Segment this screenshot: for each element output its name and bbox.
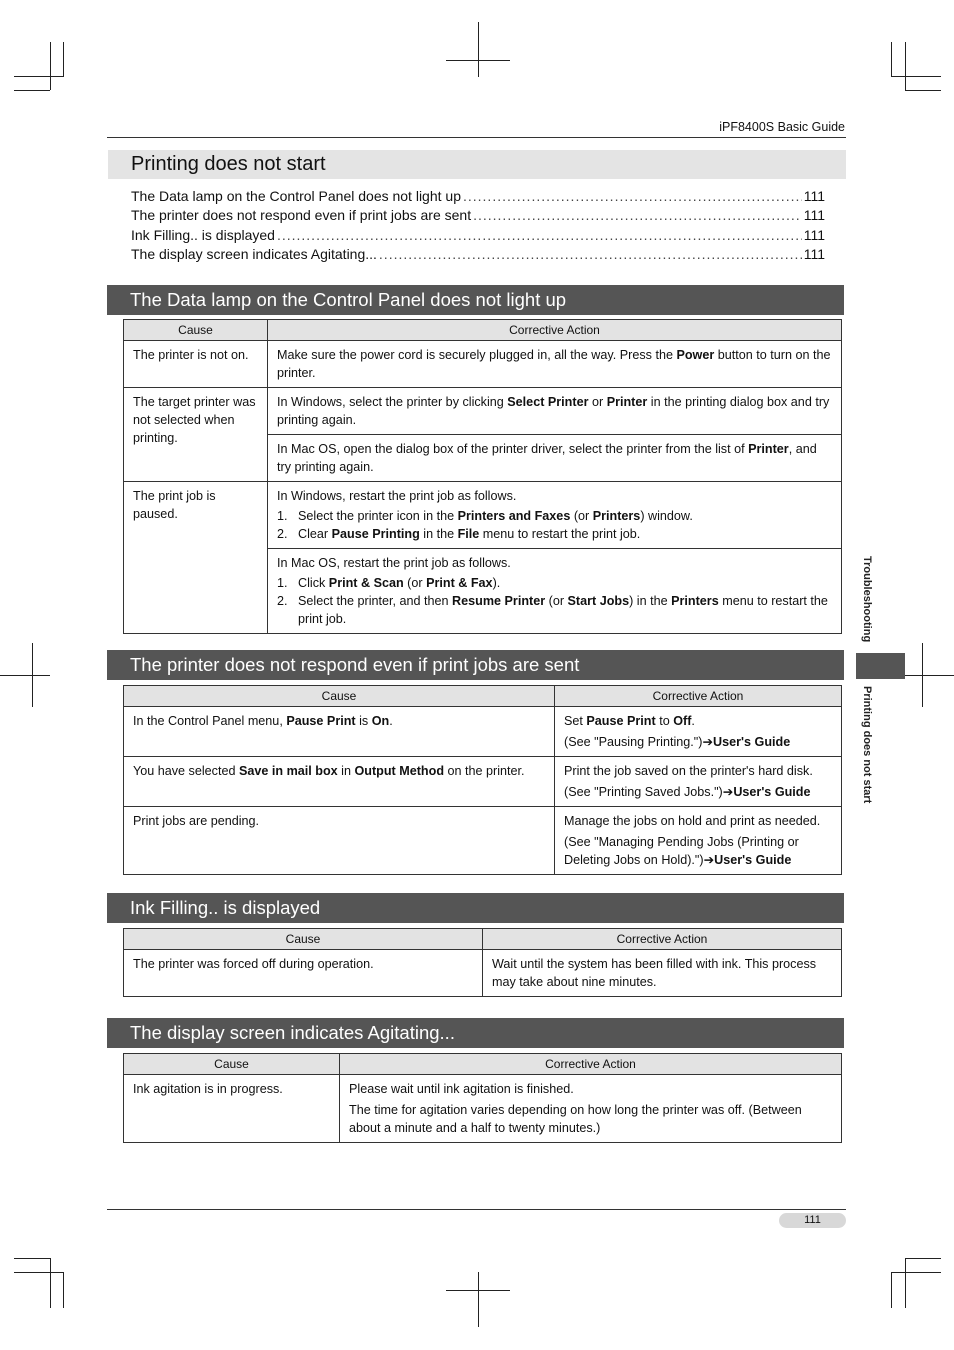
footer-rule — [107, 1209, 846, 1210]
table-row — [124, 807, 842, 875]
list-item: 2. Select the printer, and then Resume Printer (or Start Jobs) in the Printers menu to restart the print job. — [277, 594, 828, 626]
column-header-action: Corrective Action — [340, 1054, 842, 1075]
toc-entry-label: The Data lamp on the Control Panel does not light up — [131, 188, 461, 204]
cause-cell: The target printer was not selected when printing. — [124, 388, 268, 482]
arrow-icon: ➔ — [703, 853, 715, 867]
toc-entry-page: 111 — [803, 207, 825, 224]
toc-leader-dots — [463, 188, 802, 204]
toc-entry[interactable] — [131, 246, 825, 265]
action-cell: In Windows, select the printer by clicking Select Printer or Printer in the printing dialog box and try printing again. — [268, 388, 842, 435]
table-row — [124, 950, 842, 997]
column-header-action: Corrective Action — [268, 320, 842, 341]
page-number: 111 — [779, 1213, 846, 1228]
table-row — [124, 482, 842, 549]
column-header-cause: Cause — [124, 1054, 340, 1075]
agitating-table — [123, 1053, 842, 1143]
table-of-contents — [131, 188, 825, 266]
table-row — [124, 757, 842, 807]
table-row — [124, 388, 842, 435]
column-header-cause: Cause — [124, 929, 483, 950]
toc-entry-label: The display screen indicates Agitating... — [131, 246, 377, 263]
toc-entry[interactable] — [131, 227, 825, 246]
section-title: The printer does not respond even if print jobs are sent — [130, 654, 580, 675]
toc-entry-page: 111 — [803, 188, 825, 204]
table-row — [124, 707, 842, 757]
table-row — [124, 1075, 842, 1143]
toc-entry-label: Ink Filling.. is displayed — [131, 226, 275, 243]
reference-link[interactable]: (See "Pausing Printing.")➔User's Guide — [564, 735, 791, 749]
section-title: The Data lamp on the Control Panel does not light up — [130, 289, 567, 310]
action-cell: Please wait until ink agitation is finished. The time for agitation varies depending on how long the printer was off. (Between about a minute and a half to twenty minutes.) — [340, 1075, 842, 1143]
section-heading-agitating — [107, 1018, 844, 1048]
ink-filling-table — [123, 928, 842, 997]
side-tab-marker — [856, 653, 905, 679]
toc-entry-label: The printer does not respond even if print jobs are sent — [131, 207, 472, 224]
section-heading-ink-filling — [107, 893, 844, 923]
action-cell: In Windows, restart the print job as follows. 1. Select the printer icon in the Printers and Faxes (or Printers) window. 2. Clear Pause Printing in the File menu to restart the print job. — [268, 482, 842, 549]
page-title: Printing does not start — [131, 153, 326, 175]
cause-cell: Print jobs are pending. — [124, 807, 555, 875]
toc-entry[interactable] — [131, 207, 825, 226]
column-header-cause: Cause — [124, 686, 555, 707]
action-cell: Make sure the power cord is securely plugged in, all the way. Press the Power button to turn on the printer. — [268, 341, 842, 388]
list-item: 2. Clear Pause Printing in the File menu to restart the print job. — [277, 527, 641, 541]
page-title-bar — [108, 150, 846, 179]
reference-link[interactable]: (See "Managing Pending Jobs (Printing or Deleting Jobs on Hold).")➔User's Guide — [564, 835, 799, 867]
printer-no-respond-table — [123, 685, 842, 875]
reference-link[interactable]: (See "Printing Saved Jobs.")➔User's Guide — [564, 785, 811, 799]
section-title: Ink Filling.. is displayed — [130, 897, 321, 918]
column-header-action: Corrective Action — [555, 686, 842, 707]
header-rule — [107, 137, 846, 138]
toc-leader-dots — [277, 227, 802, 243]
action-cell: In Mac OS, restart the print job as follows. 1. Click Print & Scan (or Print & Fax). 2. Select the printer, and then Resume Printer (or Start Jobs) in the Printers menu to restart the print job. — [268, 549, 842, 634]
guide-name: iPF8400S Basic Guide — [719, 120, 845, 134]
cause-cell: The printer was forced off during operation. — [124, 950, 483, 997]
table-row — [124, 341, 842, 388]
toc-entry[interactable] — [131, 188, 825, 207]
action-cell: Wait until the system has been filled with ink. This process may take about nine minutes. — [483, 950, 842, 997]
action-cell: In Mac OS, open the dialog box of the printer driver, select the printer from the list of Printer, and try printing again. — [268, 435, 842, 482]
arrow-icon: ➔ — [702, 735, 714, 749]
toc-entry-page: 111 — [803, 246, 825, 263]
list-item: 1. Click Print & Scan (or Print & Fax). — [277, 576, 501, 590]
side-topic-label: Printing does not start — [861, 686, 873, 804]
action-cell: Print the job saved on the printer's hard disk. (See "Printing Saved Jobs.")➔User's Guide — [555, 757, 842, 807]
action-cell: Manage the jobs on hold and print as needed. (See "Managing Pending Jobs (Printing or Deleting Jobs on Hold).")➔User's Guide — [555, 807, 842, 875]
toc-leader-dots — [473, 207, 802, 223]
section-title: The display screen indicates Agitating... — [130, 1022, 455, 1043]
action-cell: Set Pause Print to Off. (See "Pausing Printing.")➔User's Guide — [555, 707, 842, 757]
column-header-action: Corrective Action — [483, 929, 842, 950]
section-heading-data-lamp — [107, 285, 844, 315]
cause-cell: You have selected Save in mail box in Output Method on the printer. — [124, 757, 555, 807]
data-lamp-table — [123, 319, 842, 634]
cause-cell: In the Control Panel menu, Pause Print is On. — [124, 707, 555, 757]
toc-leader-dots — [379, 246, 802, 262]
section-heading-printer-no-respond — [107, 650, 844, 680]
cause-cell: Ink agitation is in progress. — [124, 1075, 340, 1143]
cause-cell: The printer is not on. — [124, 341, 268, 388]
cause-cell: The print job is paused. — [124, 482, 268, 634]
toc-entry-page: 111 — [803, 226, 825, 243]
arrow-icon: ➔ — [722, 785, 734, 799]
list-item: 1. Select the printer icon in the Printers and Faxes (or Printers) window. — [277, 509, 693, 523]
column-header-cause: Cause — [124, 320, 268, 341]
side-category-label: Troubleshooting — [861, 556, 873, 643]
